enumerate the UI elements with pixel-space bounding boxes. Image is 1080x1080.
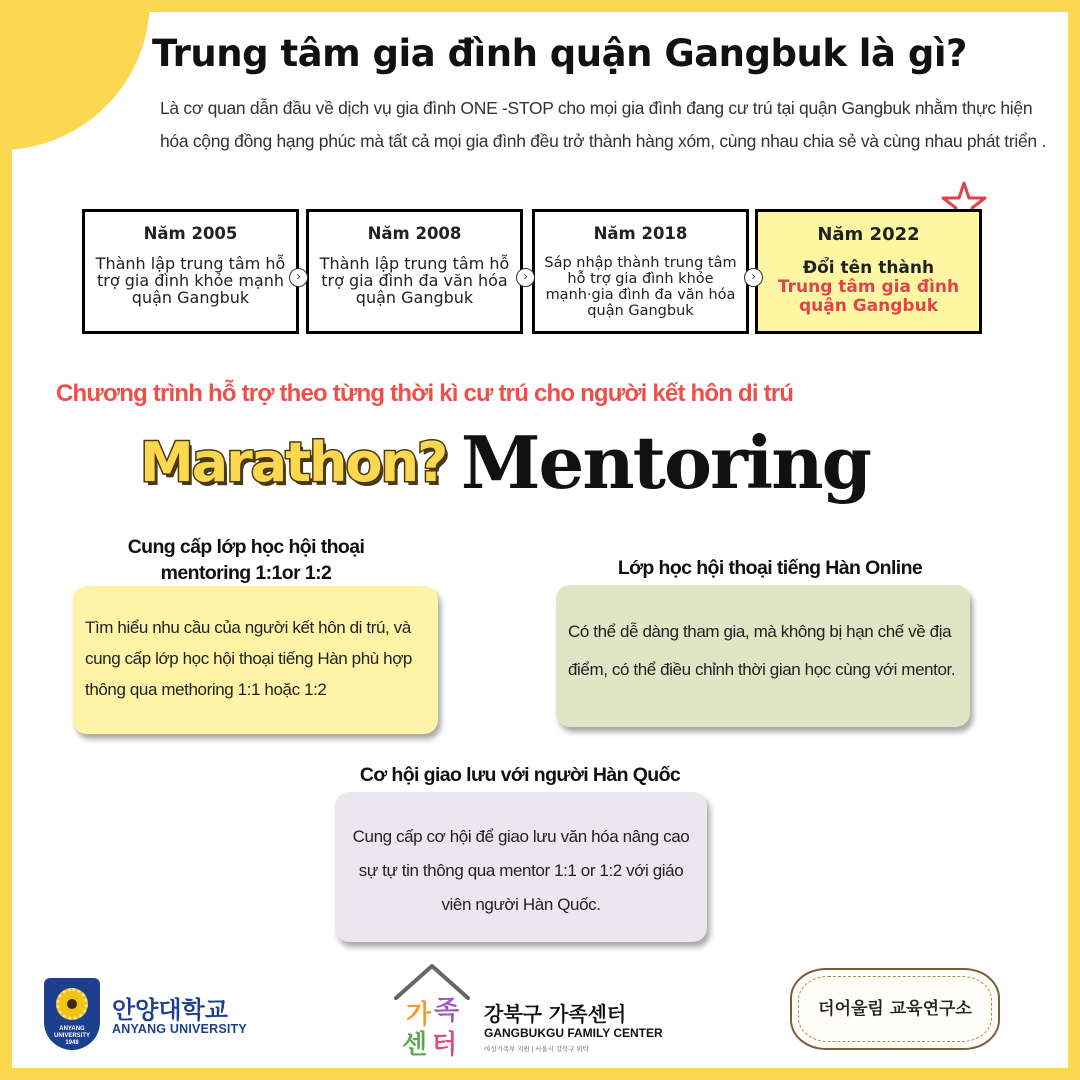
card-exchange: Cung cấp cơ hội để giao lưu văn hóa nâng cao sự tự tin thông qua mentor 1:1 or 1:2 với giáo viên người Hàn Quốc. [335, 792, 707, 942]
logo-glyph: 족 [434, 996, 460, 1026]
intro-paragraph: Là cơ quan dẫn đầu về dịch vụ gia đình ONE -STOP cho mọi gia đình đang cư trú tại quận Gangbuk nhằm thực hiện hóa cộng đồng hạng phúc mà tất cả mọi gia đình đều trở thành hàng xóm, cùng nhau chia sẻ và cùng nhau phát triển . [160, 98, 1046, 151]
theo-institute-logo [784, 964, 1006, 1054]
timeline-item-2005 [82, 209, 299, 334]
anyang-shield-icon: ANYANG UNIVERSITY 1948 [44, 978, 100, 1050]
logo-glyph: 터 [432, 1030, 458, 1060]
anyang-name-kr: 안양대학교 [112, 996, 228, 1024]
card-online: Có thể dễ dàng tham gia, mà không bị hạn chế về địa điểm, có thể điều chỉnh thời gian học cùng với mentor. [556, 585, 970, 727]
section-heading-online: Lớp học hội thoại tiếng Hàn Online [617, 557, 923, 579]
timeline-desc-line1: Đổi tên thành [802, 258, 935, 278]
timeline-year: Năm 2008 [367, 224, 462, 243]
timeline-year: Năm 2018 [593, 224, 688, 243]
logo-glyph: 센 [402, 1030, 428, 1060]
center-name-en: GANGBUKGU FAMILY CENTER [484, 1026, 663, 1040]
chevron-right-icon: › [289, 268, 308, 287]
chevron-right-icon: › [744, 268, 763, 287]
theo-name: 더어울림 교육연구소 [818, 999, 972, 1019]
timeline-desc: Thành lập trung tâm hỗ trợ gia đình khỏe mạnh quận Gangbuk [95, 254, 286, 307]
anyang-university-logo [44, 978, 274, 1053]
hero-mentoring: Mentoring [460, 420, 870, 505]
timeline-desc [758, 259, 979, 316]
timeline-item-2022 [755, 209, 982, 334]
center-subtext: 여성가족부 지원 | 서울시 강북구 위탁 [484, 1046, 589, 1053]
section-heading-mentoring: Cung cấp lớp học hội thoại mentoring 1:1or 1:2 [127, 536, 365, 584]
hero-heading [140, 420, 870, 505]
page-title: Trung tâm gia đình quận Gangbuk là gì? [152, 32, 967, 75]
chevron-right-icon: › [516, 268, 535, 287]
card-mentoring: Tìm hiểu nhu cầu của người kết hôn di trú, và cung cấp lớp học hội thoại tiếng Hàn phù hợp thông qua methoring 1:1 hoặc 1:2 [73, 586, 438, 734]
timeline-desc-highlight: Trung tâm gia đình quận Gangbuk [777, 277, 960, 316]
timeline-item-2008 [306, 209, 523, 334]
timeline-item-2018 [532, 209, 749, 334]
logo-glyph: 가 [406, 1000, 432, 1030]
section-heading-exchange: Cơ hội giao lưu với người Hàn Quốc [359, 764, 681, 786]
timeline-year: Năm 2005 [143, 224, 238, 243]
gangbuk-family-center-logo [388, 962, 678, 1062]
hero-marathon: Marathon? [140, 431, 447, 494]
timeline-desc: Sáp nhập thành trung tâm hỗ trợ gia đình khỏe mạnh·gia đình đa văn hóa quận Gangbuk [544, 255, 737, 319]
timeline-year: Năm 2022 [817, 224, 920, 245]
program-title: Chương trình hỗ trợ theo từng thời kì cư trú cho người kết hôn di trú [56, 380, 794, 407]
timeline-desc: Thành lập trung tâm hỗ trợ gia đình đa văn hóa quận Gangbuk [319, 254, 510, 307]
timeline [82, 209, 982, 335]
anyang-name-en: ANYANG UNIVERSITY [112, 1022, 247, 1036]
center-name-kr: 강북구 가족센터 [484, 1002, 627, 1026]
house-roof-icon [392, 962, 472, 1002]
